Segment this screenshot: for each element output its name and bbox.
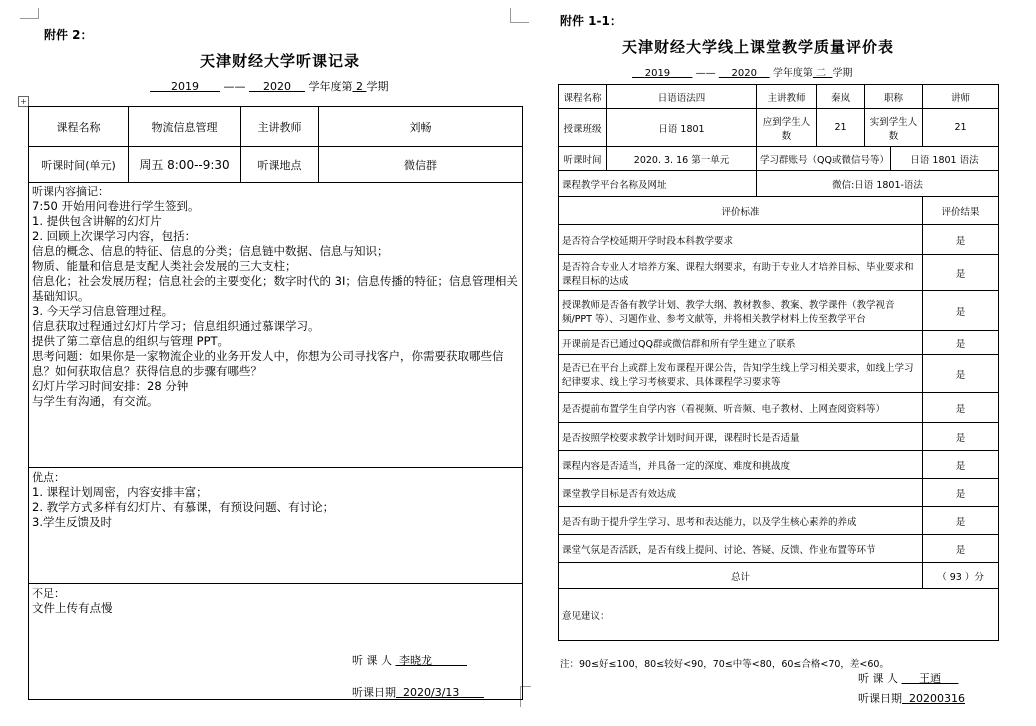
result-header: 评价结果 — [923, 197, 999, 225]
total-close: ）分 — [964, 571, 984, 583]
place-value: 微信群 — [319, 147, 523, 183]
year-end: 2020 — [731, 68, 757, 79]
merits-line: 2. 教学方式多样有幻灯片、有慕课，有预设问题、有讨论； — [32, 500, 335, 514]
expected-value: 21 — [817, 109, 865, 147]
criterion-result: 是 — [923, 535, 999, 563]
right-listener-line — [858, 670, 958, 686]
criterion-result: 是 — [923, 423, 999, 451]
comment-cell — [559, 589, 999, 641]
notes-line: 7:50 开始用问卷进行学生签到。 — [32, 199, 200, 213]
listener-label: 听 课 人 — [352, 654, 392, 667]
criterion-text: 是否已在平台上或群上发布课程开课公告，告知学生线上学习相关要求，如线上学习纪律要求、线上学习考核要求、具体课程学习要求等 — [559, 355, 923, 393]
course-label: 课程名称 — [559, 85, 607, 109]
date-value: 20200316 — [909, 692, 965, 705]
merits-heading: 优点： — [32, 471, 65, 484]
course-label: 课程名称 — [29, 107, 129, 147]
criterion-result: 是 — [923, 451, 999, 479]
academic-year-line — [632, 64, 852, 79]
course-value: 日语语法四 — [607, 85, 757, 109]
term-text-b: 学期 — [832, 68, 853, 79]
criterion-text: 授课教师是否备有教学计划、教学大纲、教材教参、教案、教学课件（教学视音频/PPT 等）、习题作业、参考文献等，并将相关教学材料上传至教学平台 — [559, 291, 923, 331]
left-listener-line — [352, 652, 467, 668]
term-text-a: 学年度第 — [772, 68, 813, 79]
evaluation-table — [558, 84, 999, 641]
notes-line: 信息化；社会发展历程；信息社会的主要变化；数字时代的 3I；信息传播的特征；信息管理相关基础知识。 — [32, 274, 518, 303]
merits-line: 3.学生反馈及时 — [32, 515, 112, 529]
merits-line: 1. 课程计划周密，内容安排丰富； — [32, 485, 208, 499]
criterion-text: 课程内容是否适当，并具备一定的深度、难度和挑战度 — [559, 451, 923, 479]
crop-mark — [510, 8, 529, 23]
time-label: 听课时间 — [559, 147, 607, 171]
total-score — [923, 563, 999, 589]
criteria-header: 评价标准 — [559, 197, 923, 225]
criterion-result: 是 — [923, 331, 999, 355]
listener-name: 李晓龙 — [399, 654, 432, 667]
shortcomings-block — [28, 584, 523, 700]
notes-line: 物质、能量和信息是支配人类社会发展的三大支柱； — [32, 259, 297, 273]
criterion-text: 课堂气氛是否活跃，是否有线上提问、讨论、答疑、反馈、作业布置等环节 — [559, 535, 923, 563]
criterion-result: 是 — [923, 291, 999, 331]
total-value: 93 — [949, 571, 962, 583]
attachment-label: 附件 2： — [44, 28, 93, 42]
criterion-result: 是 — [923, 255, 999, 291]
info-table — [28, 106, 523, 183]
platform-value: 微信:日语 1801-语法 — [757, 171, 999, 197]
course-value: 物流信息管理 — [129, 107, 241, 147]
criterion-text: 是否符合专业人才培养方案、课程大纲要求，有助于专业人才培养目标、毕业要求和课程目标的达成 — [559, 255, 923, 291]
date-value: 2020/3/13 — [403, 686, 460, 699]
term-text-b: 学期 — [366, 80, 389, 93]
term-number: 2 — [355, 80, 363, 93]
criterion-text: 是否有助于提升学生学习、思考和表达能力，以及学生核心素养的养成 — [559, 507, 923, 535]
term-text-a: 学年度第 — [308, 80, 353, 93]
class-label: 授课班级 — [559, 109, 607, 147]
content-notes-block — [28, 182, 523, 468]
criterion-text: 是否提前布置学生自学内容（看视频、听音频、电子教材、上网查阅资料等） — [559, 393, 923, 423]
group-label: 学习群账号（QQ或微信号等） — [757, 147, 891, 171]
academic-year-line — [150, 78, 388, 94]
place-label: 听课地点 — [241, 147, 319, 183]
listener-label: 听 课 人 — [858, 672, 898, 685]
notes-line: 与学生有沟通，有交流。 — [32, 394, 159, 408]
group-value: 日语 1801 语法 — [891, 147, 999, 171]
year-start: 2019 — [644, 68, 671, 79]
rank-value: 讲师 — [923, 85, 999, 109]
teacher-label: 主讲教师 — [757, 85, 817, 109]
criterion-result: 是 — [923, 393, 999, 423]
criterion-result: 是 — [923, 225, 999, 255]
criterion-result: 是 — [923, 355, 999, 393]
notes-line: 幻灯片学习时间安排：28 分钟 — [32, 379, 189, 393]
time-value: 周五 8:00--9:30 — [129, 147, 241, 183]
right-date-line — [858, 690, 965, 706]
notes-line: 1. 提供包含讲解的幻灯片 — [32, 214, 162, 228]
listener-name: 王迺 — [918, 672, 941, 685]
time-value: 2020. 3. 16 第一单元 — [607, 147, 757, 171]
time-label: 听课时间(单元) — [29, 147, 129, 183]
actual-value: 21 — [923, 109, 999, 147]
expected-label: 应到学生人数 — [757, 109, 817, 147]
year-start: 2019 — [170, 80, 199, 93]
criterion-result: 是 — [923, 479, 999, 507]
notes-line: 思考问题：如果你是一家物流企业的业务开发人中，你想为公司寻找客户，你需要获取哪些信息？如何获取信息？获得信息的步骤有哪些？ — [32, 349, 504, 378]
shortcomings-heading: 不足： — [32, 587, 65, 600]
table-anchor-icon[interactable]: + — [18, 96, 29, 107]
class-value: 日语 1801 — [607, 109, 757, 147]
notes-line: 2. 回顾上次课学习内容，包括： — [32, 229, 197, 243]
notes-heading: 听课内容摘记： — [32, 185, 109, 198]
left-date-line — [352, 684, 484, 700]
criterion-text: 开课前是否已通过QQ群或微信群和所有学生建立了联系 — [559, 331, 923, 355]
platform-label: 课程教学平台名称及网址 — [559, 171, 757, 197]
criterion-text: 课堂教学目标是否有效达成 — [559, 479, 923, 507]
teacher-label: 主讲教师 — [241, 107, 319, 147]
year-end: 2020 — [262, 80, 291, 93]
year-dash: —— — [223, 80, 246, 93]
teacher-value: 刘畅 — [319, 107, 523, 147]
notes-line: 3. 今天学习信息管理过程。 — [32, 304, 174, 318]
total-open: （ — [937, 571, 947, 583]
date-label: 听课日期 — [352, 686, 396, 699]
teacher-value: 秦岚 — [817, 85, 865, 109]
shortcomings-line: 文件上传有点慢 — [32, 601, 113, 615]
criterion-result: 是 — [923, 507, 999, 535]
crop-mark — [20, 8, 39, 19]
rank-label: 职称 — [865, 85, 923, 109]
actual-label: 实到学生人数 — [865, 109, 923, 147]
total-label: 总计 — [559, 563, 923, 589]
term-number: 二 — [816, 68, 827, 79]
comment-label: 意见建议： — [562, 610, 610, 622]
criterion-text: 是否按照学校要求教学计划时间开课，课程时长是否适量 — [559, 423, 923, 451]
grading-note: 注：90≤好≤100，80≤较好<90，70≤中等<80，60≤合格<70，差<60。 — [560, 659, 889, 670]
notes-line: 信息的概念、信息的特征、信息的分类；信息链中数据、信息与知识； — [32, 244, 389, 258]
attachment-label: 附件 1-1： — [560, 14, 622, 28]
document-title: 天津财经大学听课记录 — [200, 52, 361, 70]
notes-line: 提供了第二章信息的组织与管理 PPT。 — [32, 334, 230, 348]
date-label: 听课日期 — [858, 692, 902, 705]
year-dash: —— — [695, 68, 716, 79]
notes-line: 信息获取过程通过幻灯片学习；信息组织通过慕课学习。 — [32, 319, 320, 333]
merits-block — [28, 468, 523, 584]
criterion-text: 是否符合学校延期开学时段本科教学要求 — [559, 225, 923, 255]
document-title: 天津财经大学线上课堂教学质量评价表 — [622, 38, 895, 56]
